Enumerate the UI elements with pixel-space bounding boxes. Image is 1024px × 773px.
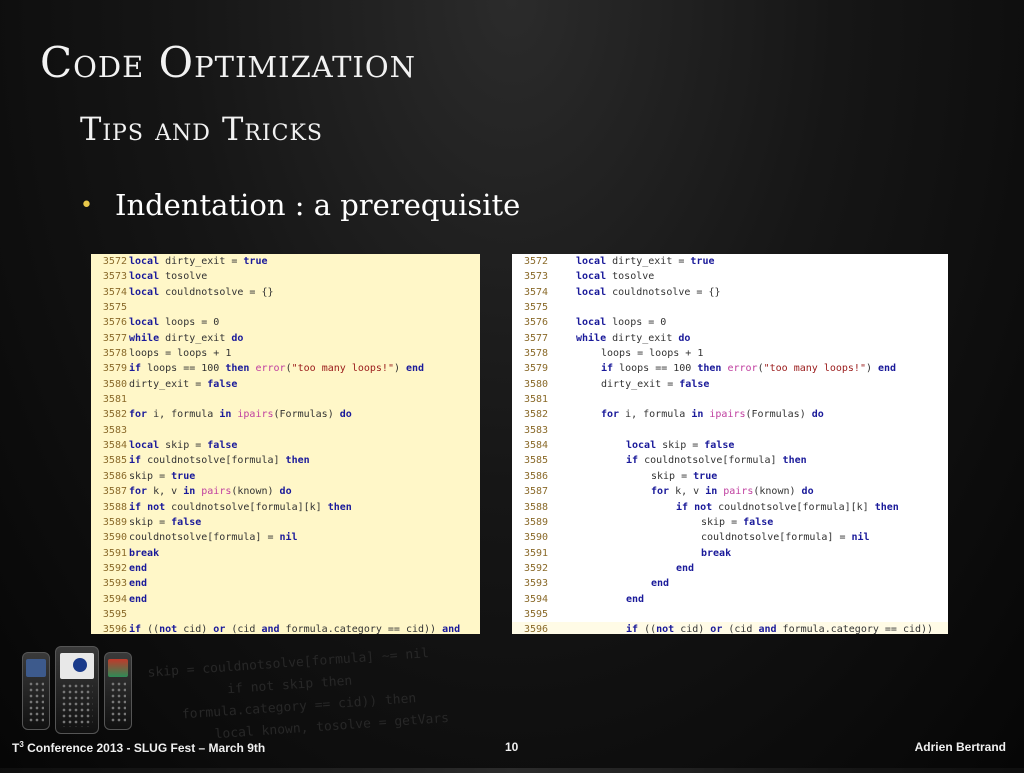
slide-subtitle: Tips and Tricks bbox=[80, 110, 323, 148]
code-line bbox=[512, 392, 948, 407]
line-number: 3580 bbox=[524, 378, 549, 390]
line-number: 3581 bbox=[102, 394, 127, 406]
line-number: 3591 bbox=[102, 547, 127, 559]
code-line bbox=[512, 561, 948, 576]
line-number: 3577 bbox=[102, 332, 127, 344]
code-text: loops = loops + 1 bbox=[129, 348, 232, 360]
code-text: couldnotsolve[formula] = nil bbox=[701, 532, 870, 544]
code-text: if ((not cid) or (cid and formula.category == cid)) bbox=[626, 624, 934, 634]
code-line bbox=[91, 561, 480, 576]
line-number: 3590 bbox=[524, 532, 549, 544]
code-text: skip = false bbox=[701, 516, 774, 528]
code-text: if not couldnotsolve[formula][k] then bbox=[676, 501, 899, 513]
line-number: 3575 bbox=[102, 302, 127, 314]
code-text: skip = true bbox=[651, 470, 718, 482]
line-number: 3595 bbox=[524, 608, 549, 620]
code-text: local loops = 0 bbox=[129, 317, 220, 329]
code-text: for k, v in pairs(known) do bbox=[129, 486, 292, 498]
code-line bbox=[91, 361, 480, 376]
line-number: 3593 bbox=[524, 578, 549, 590]
line-number: 3596 bbox=[524, 624, 549, 634]
code-text: if loops == 100 then error("too many loops!") end bbox=[601, 363, 897, 375]
line-number: 3575 bbox=[524, 302, 549, 314]
code-line bbox=[91, 285, 480, 300]
code-text: local dirty_exit = true bbox=[576, 256, 715, 267]
code-text: if couldnotsolve[formula] then bbox=[129, 455, 310, 467]
code-text: local skip = false bbox=[626, 440, 735, 452]
code-line bbox=[91, 438, 480, 453]
footer-t: T bbox=[12, 741, 20, 755]
code-text: if loops == 100 then error("too many loops!") end bbox=[129, 363, 425, 375]
line-number: 3580 bbox=[102, 378, 127, 390]
line-number: 3579 bbox=[102, 363, 127, 375]
line-number: 3591 bbox=[524, 547, 549, 559]
code-line bbox=[512, 622, 948, 634]
code-line bbox=[512, 607, 948, 622]
code-text: dirty_exit = false bbox=[129, 378, 238, 390]
line-number: 3583 bbox=[102, 424, 127, 436]
code-text: for k, v in pairs(known) do bbox=[651, 486, 814, 498]
page-number: 10 bbox=[505, 740, 519, 754]
code-line bbox=[512, 377, 948, 392]
code-text: for i, formula in ipairs(Formulas) do bbox=[129, 409, 352, 421]
line-number: 3586 bbox=[524, 470, 549, 482]
bullet-item bbox=[80, 188, 520, 222]
calculator-left-icon bbox=[22, 652, 50, 730]
code-line bbox=[91, 300, 480, 315]
code-text: local skip = false bbox=[129, 440, 238, 452]
code-line bbox=[512, 361, 948, 376]
calculator-center-icon bbox=[55, 646, 99, 734]
line-number: 3579 bbox=[524, 363, 549, 375]
code-line bbox=[512, 269, 948, 284]
line-number: 3581 bbox=[524, 394, 549, 406]
line-number: 3588 bbox=[524, 501, 549, 513]
code-line bbox=[512, 453, 948, 468]
line-number: 3588 bbox=[102, 501, 127, 513]
code-text: local tosolve bbox=[576, 271, 655, 283]
code-line bbox=[91, 423, 480, 438]
line-number: 3584 bbox=[524, 440, 549, 452]
line-number: 3586 bbox=[102, 470, 127, 482]
code-text: end bbox=[129, 578, 148, 590]
code-text: end bbox=[651, 578, 670, 590]
code-line bbox=[512, 285, 948, 300]
code-line bbox=[512, 423, 948, 438]
code-text: local couldnotsolve = {} bbox=[129, 286, 274, 298]
calculator-right-icon bbox=[104, 652, 132, 730]
code-panel-indented bbox=[512, 254, 948, 634]
line-number: 3583 bbox=[524, 424, 549, 436]
line-number: 3594 bbox=[524, 593, 549, 605]
code-line bbox=[91, 546, 480, 561]
line-number: 3595 bbox=[102, 608, 127, 620]
bullet-dot-icon: • bbox=[80, 192, 93, 218]
line-number: 3594 bbox=[102, 593, 127, 605]
code-text: end bbox=[626, 593, 645, 605]
footer-sup: 3 bbox=[19, 740, 24, 749]
line-number: 3578 bbox=[524, 348, 549, 360]
code-line bbox=[512, 515, 948, 530]
slide-title: Code Optimization bbox=[40, 38, 417, 87]
code-line bbox=[91, 331, 480, 346]
code-line bbox=[512, 346, 948, 361]
code-text: local tosolve bbox=[129, 271, 208, 283]
line-number: 3572 bbox=[102, 256, 127, 267]
code-text: end bbox=[129, 562, 148, 574]
line-number: 3584 bbox=[102, 440, 127, 452]
code-line bbox=[512, 530, 948, 545]
line-number: 3573 bbox=[524, 271, 549, 283]
code-line bbox=[512, 438, 948, 453]
code-line bbox=[91, 469, 480, 484]
line-number: 3572 bbox=[524, 256, 549, 267]
code-text: while dirty_exit do bbox=[129, 332, 244, 344]
line-number: 3574 bbox=[524, 286, 549, 298]
line-number: 3589 bbox=[102, 516, 127, 528]
code-line bbox=[91, 269, 480, 284]
line-number: 3590 bbox=[102, 532, 127, 544]
background-code-decoration: skip = couldnotsolve[formula] ~= nil if not skip then formula.category == cid)) then local known, tosolve = getVars bbox=[147, 646, 450, 747]
code-line bbox=[91, 407, 480, 422]
line-number: 3593 bbox=[102, 578, 127, 590]
line-number: 3582 bbox=[524, 409, 549, 421]
code-line bbox=[91, 484, 480, 499]
code-line bbox=[91, 576, 480, 591]
code-line bbox=[512, 331, 948, 346]
line-number: 3585 bbox=[102, 455, 127, 467]
line-number: 3582 bbox=[102, 409, 127, 421]
line-number: 3576 bbox=[524, 317, 549, 329]
code-line bbox=[512, 546, 948, 561]
line-number: 3578 bbox=[102, 348, 127, 360]
code-line bbox=[512, 254, 948, 269]
code-text: if couldnotsolve[formula] then bbox=[626, 455, 807, 467]
code-text: dirty_exit = false bbox=[601, 378, 710, 390]
code-line bbox=[91, 530, 480, 545]
code-line bbox=[91, 515, 480, 530]
code-line bbox=[512, 592, 948, 607]
line-number: 3573 bbox=[102, 271, 127, 283]
line-number: 3592 bbox=[102, 562, 127, 574]
code-line bbox=[512, 576, 948, 591]
code-line bbox=[512, 469, 948, 484]
line-number: 3574 bbox=[102, 286, 127, 298]
code-line bbox=[91, 346, 480, 361]
code-line bbox=[512, 315, 948, 330]
code-text: if not couldnotsolve[formula][k] then bbox=[129, 501, 352, 513]
line-number: 3585 bbox=[524, 455, 549, 467]
line-number: 3589 bbox=[524, 516, 549, 528]
code-line bbox=[91, 315, 480, 330]
footer-conference-text: Conference 2013 - SLUG Fest – March 9th bbox=[23, 741, 266, 755]
code-text: end bbox=[129, 593, 148, 605]
line-number: 3576 bbox=[102, 317, 127, 329]
code-line bbox=[91, 622, 480, 634]
code-line bbox=[91, 607, 480, 622]
code-text: break bbox=[701, 547, 732, 559]
code-text: couldnotsolve[formula] = nil bbox=[129, 532, 298, 544]
line-number: 3596 bbox=[102, 624, 127, 634]
code-text: local loops = 0 bbox=[576, 317, 667, 329]
code-line bbox=[91, 453, 480, 468]
footer-author: Adrien Bertrand bbox=[914, 740, 1006, 754]
code-text: skip = false bbox=[129, 516, 202, 528]
line-number: 3587 bbox=[524, 486, 549, 498]
code-line bbox=[91, 254, 480, 269]
line-number: 3577 bbox=[524, 332, 549, 344]
bullet-text: Indentation : a prerequisite bbox=[114, 188, 521, 222]
code-line bbox=[91, 500, 480, 515]
code-panel-unindented bbox=[91, 254, 480, 634]
code-text: while dirty_exit do bbox=[576, 332, 691, 344]
code-text: break bbox=[129, 547, 160, 559]
line-number: 3592 bbox=[524, 562, 549, 574]
code-text: end bbox=[676, 562, 695, 574]
code-text: loops = loops + 1 bbox=[601, 348, 704, 360]
code-text: for i, formula in ipairs(Formulas) do bbox=[601, 409, 824, 421]
code-line bbox=[512, 407, 948, 422]
code-line bbox=[512, 500, 948, 515]
footer-conference bbox=[12, 740, 265, 755]
code-line bbox=[91, 392, 480, 407]
line-number: 3587 bbox=[102, 486, 127, 498]
code-text: if ((not cid) or (cid and formula.category == cid)) and bbox=[129, 624, 461, 634]
code-text: local dirty_exit = true bbox=[129, 256, 268, 267]
code-line bbox=[512, 300, 948, 315]
code-line bbox=[512, 484, 948, 499]
code-line bbox=[91, 592, 480, 607]
code-text: local couldnotsolve = {} bbox=[576, 286, 721, 298]
code-text: skip = true bbox=[129, 470, 196, 482]
code-line bbox=[91, 377, 480, 392]
